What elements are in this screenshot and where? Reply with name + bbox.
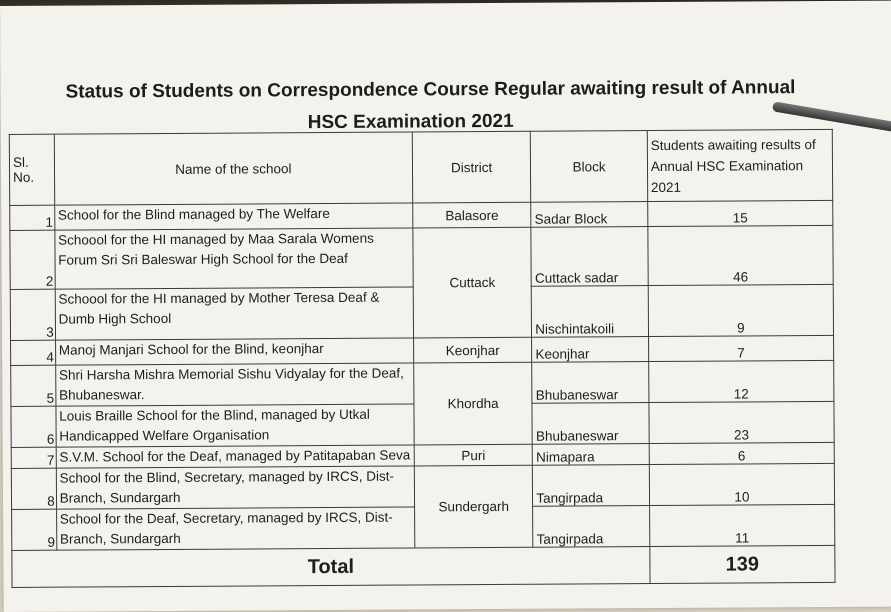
cell-sl: 2	[10, 230, 55, 289]
cell-sl: 4	[11, 340, 56, 365]
cell-count: 6	[649, 442, 834, 464]
cell-block: Tangirpada	[533, 465, 650, 507]
table-header-row	[9, 129, 832, 205]
cell-school-name: Shri Harsha Mishra Memorial Sishu Vidyalay for the Deaf, Bhubaneswar.	[55, 363, 414, 406]
cell-sl: 7	[11, 447, 56, 468]
cell-block: Keonjhar	[532, 337, 649, 363]
cell-district: Balasore	[413, 202, 531, 228]
cell-sl: 9	[12, 509, 57, 550]
cell-block: Bhubaneswar	[532, 362, 649, 404]
table-row	[11, 463, 834, 509]
cell-block: Cuttack sadar	[531, 227, 648, 287]
table-row	[10, 225, 833, 289]
cell-district: Cuttack	[413, 227, 532, 338]
cell-sl: 5	[11, 365, 56, 406]
cell-district: Keonjhar	[414, 337, 532, 363]
cell-block: Bhubaneswar	[532, 403, 649, 445]
cell-district: Puri	[414, 444, 532, 466]
document-title-line-1: Status of Students on Correspondence Course Regular awaiting result of Annual	[65, 77, 796, 103]
cell-school-name: S.V.M. School for the Deaf, managed by Patitapaban Seva	[56, 445, 414, 468]
header-district: District	[412, 131, 531, 203]
table-row	[11, 360, 834, 406]
document-title-line-2: HSC Examination 2021	[307, 110, 514, 134]
total-row	[12, 545, 835, 587]
cell-block: Sadar Block	[531, 202, 648, 228]
total-value: 139	[650, 545, 835, 583]
cell-block: Tangirpada	[533, 506, 650, 548]
document-page	[0, 1, 891, 612]
cell-count: 15	[648, 200, 833, 226]
cell-school-name: Schoool for the HI managed by Maa Sarala Womens Forum Sri Sri Baleswar High School for the Deaf	[55, 228, 414, 289]
cell-sl: 3	[10, 289, 55, 340]
cell-block: Nimapara	[532, 444, 649, 466]
results-table	[9, 129, 836, 588]
total-label: Total	[12, 547, 650, 588]
cell-school-name: School for the Blind, Secretary, managed by IRCS, Dist-Branch, Sundargarh	[56, 466, 415, 509]
cell-school-name: Manoj Manjari School for the Blind, keonjhar	[55, 338, 413, 365]
header-students-count: Students awaiting results of Annual HSC Examination 2021	[647, 129, 833, 201]
cell-sl: 8	[11, 468, 56, 509]
cell-sl: 6	[11, 406, 56, 447]
cell-district: Khordha	[414, 362, 533, 445]
cell-count: 9	[648, 284, 833, 336]
header-school-name: Name of the school	[54, 132, 413, 205]
cell-count: 11	[649, 504, 834, 546]
cell-school-name: School for the Blind managed by The Welfare	[54, 203, 412, 230]
cell-school-name: Louis Braille School for the Blind, managed by Utkal Handicapped Welfare Organisation	[56, 404, 415, 447]
cell-school-name: School for the Deaf, Secretary, managed by IRCS, Dist-Branch, Sundargarh	[56, 507, 415, 550]
cell-count: 12	[648, 360, 833, 402]
header-block: Block	[531, 131, 648, 203]
cell-sl: 1	[10, 205, 55, 230]
cell-district: Sundergarh	[414, 465, 533, 548]
cell-count: 10	[649, 463, 834, 505]
cell-count: 7	[648, 335, 833, 361]
header-sl-no: Sl. No.	[9, 134, 54, 205]
cell-count: 23	[649, 401, 834, 443]
cell-count: 46	[648, 225, 834, 285]
cell-block: Nischintakoili	[532, 286, 649, 338]
cell-school-name: Schoool for the HI managed by Mother Teresa Deaf & Dumb High School	[55, 287, 414, 340]
